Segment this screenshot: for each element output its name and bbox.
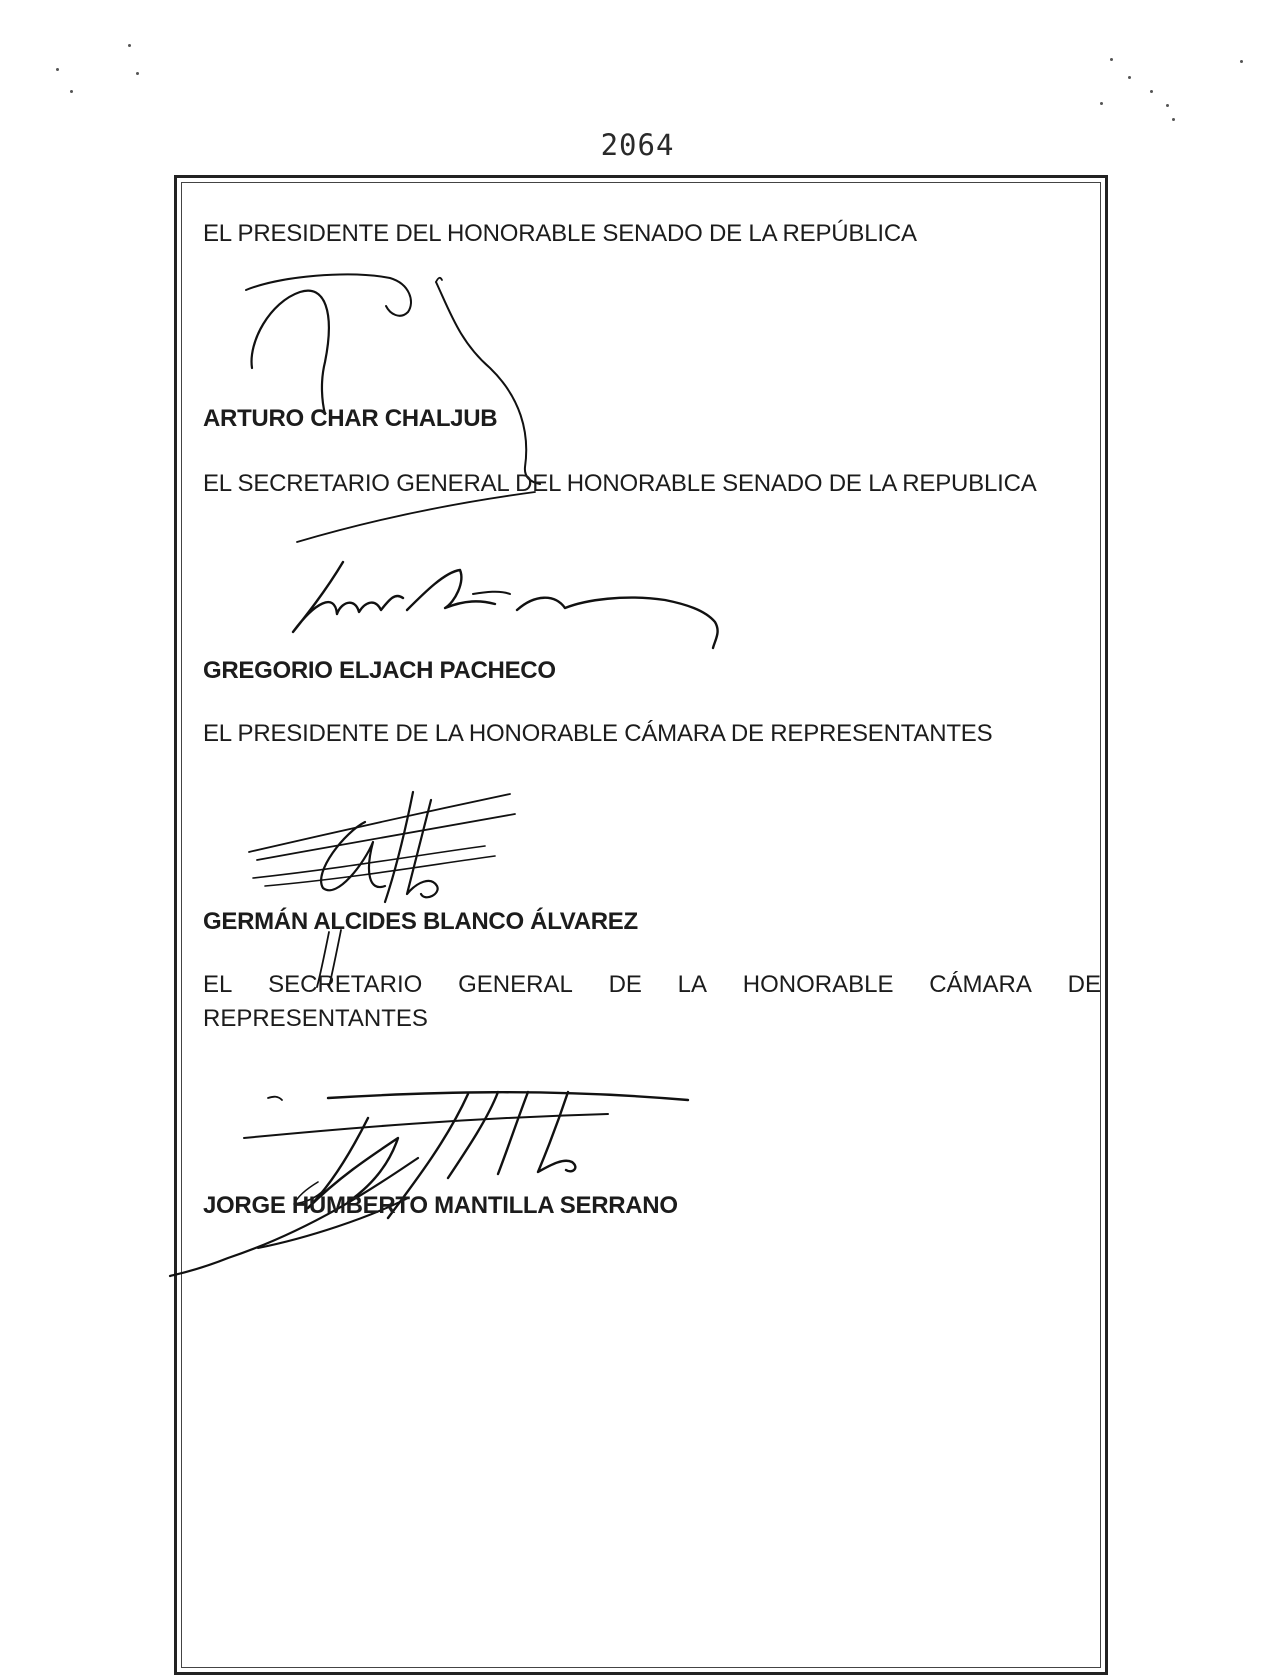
title-word: EL [203,971,233,998]
signature-arturo-char [240,272,550,482]
signatory-title-block [203,968,1101,1036]
title-word: LA [677,971,708,998]
signatory-name: GERMÁN ALCIDES BLANCO ÁLVAREZ [203,908,638,935]
title-word: SECRETARIO [268,971,423,998]
signatory-name: ARTURO CHAR CHALJUB [203,405,498,432]
scan-speck [1128,76,1131,79]
scan-speck [136,72,139,75]
signatory-title: EL PRESIDENTE DE LA HONORABLE CÁMARA DE REPRESENTANTES [203,720,993,747]
title-word: GENERAL [458,971,573,998]
signatory-name: GREGORIO ELJACH PACHECO [203,657,556,684]
signatory-title: EL SECRETARIO GENERAL DEL HONORABLE SENADO DE LA REPUBLICA [203,470,1037,497]
signatory-title: EL PRESIDENTE DEL HONORABLE SENADO DE LA REPÚBLICA [203,220,917,247]
signatory-title-line-2: REPRESENTANTES [203,1005,428,1032]
page-number: 2064 [600,128,675,162]
title-word: DE [608,971,642,998]
signatory-name: JORGE HUMBERTO MANTILLA SERRANO [203,1192,678,1219]
scan-speck [1150,90,1153,93]
scan-speck [56,68,59,71]
scan-speck [1100,102,1103,105]
scan-speck [1110,58,1113,61]
scan-speck [70,90,73,93]
title-word: DE [1067,971,1101,998]
title-word: CÁMARA [929,971,1032,998]
scan-speck [1166,104,1169,107]
scan-speck [1172,118,1175,121]
signatory-title-line-1 [203,968,1101,1002]
signature-gregorio-eljach [285,482,745,672]
scan-speck [128,44,131,47]
scan-speck [1240,60,1243,63]
signature-german-blanco [245,782,535,992]
signature-jorge-mantilla [168,1078,708,1278]
title-word: HONORABLE [742,971,894,998]
